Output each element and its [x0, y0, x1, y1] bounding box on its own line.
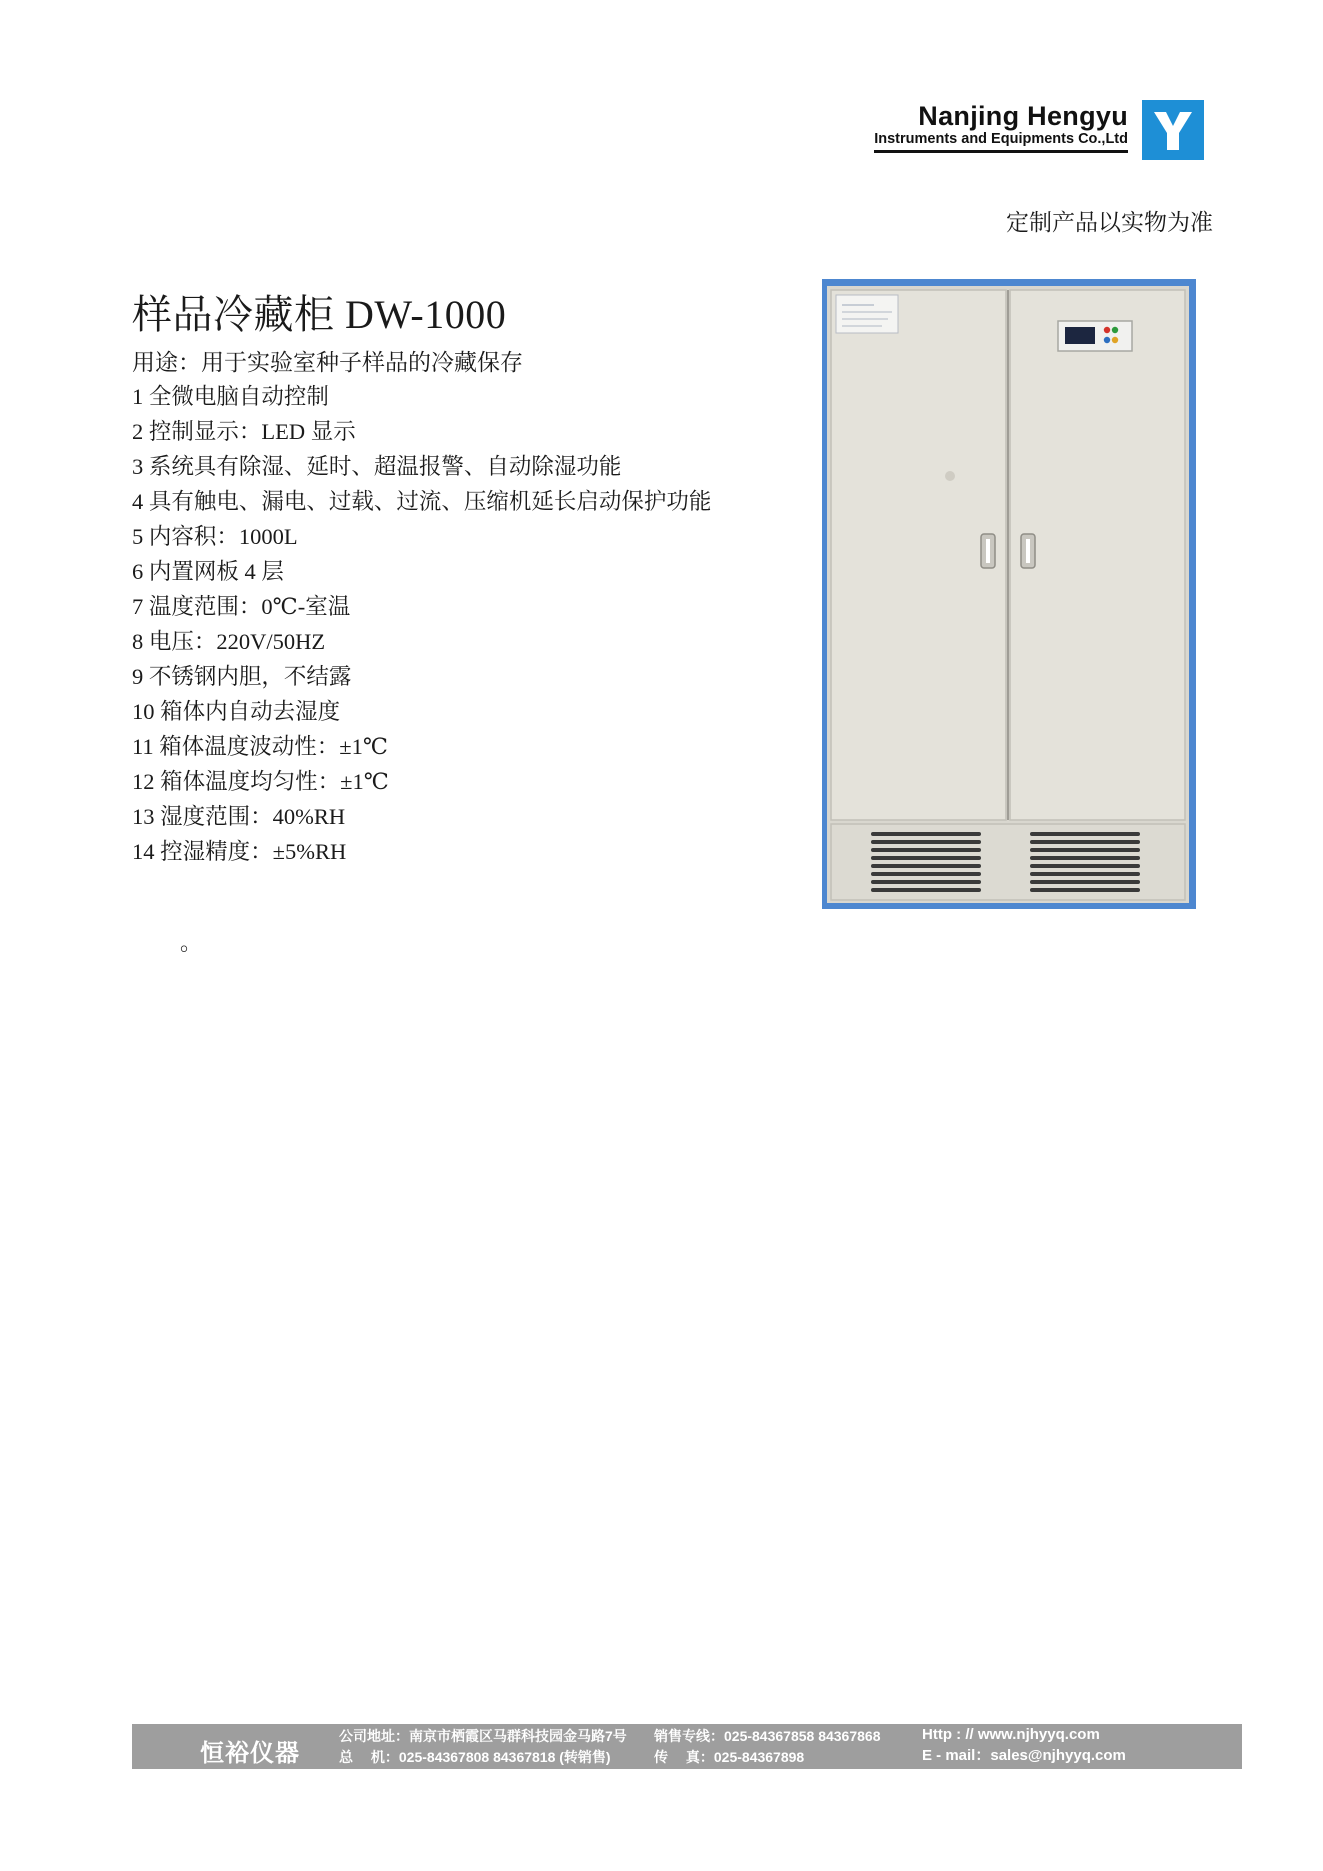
footer-email-link[interactable]: E - mail：sales@njhyyq.com [922, 1747, 1126, 1764]
footer-sales-line: 销售专线：025-84367858 84367868 [654, 1728, 881, 1744]
spec-item: 12 箱体温度均匀性：±1℃ [132, 769, 389, 794]
spec-item: 7 温度范围：0℃-室温 [132, 594, 351, 619]
spec-item: 4 具有触电、漏电、过载、过流、压缩机延长启动保护功能 [132, 489, 712, 514]
spec-item: 14 控湿精度：±5%RH [132, 839, 347, 864]
spec-item: 6 内置网板 4 层 [132, 559, 284, 584]
spec-item: 2 控制显示：LED 显示 [132, 419, 356, 444]
footer-contact-col-1 [339, 1726, 627, 1768]
footer-website-link[interactable]: Http : // www.njhyyq.com [922, 1726, 1100, 1743]
product-photo [822, 279, 1196, 909]
cabinet-illustration [822, 279, 1196, 909]
spec-item: 5 内容积：1000L [132, 524, 298, 549]
product-usage: 用途：用于实验室种子样品的冷藏保存 [132, 350, 523, 375]
footer-brand: 恒裕仪器 [200, 1740, 300, 1767]
company-logo [844, 96, 1204, 164]
spec-item: 8 电压：220V/50HZ [132, 629, 326, 654]
footer-contact-col-3 [922, 1724, 1126, 1766]
spec-list [132, 379, 711, 869]
logo-text [874, 102, 1128, 153]
spec-item: 13 湿度范围：40%RH [132, 804, 346, 829]
spec-item: 11 箱体温度波动性：±1℃ [132, 734, 389, 759]
footer-address: 公司地址：南京市栖霞区马群科技园金马路7号 [339, 1728, 627, 1744]
spec-item: 1 全微电脑自动控制 [132, 384, 329, 409]
spec-item: 9 不锈钢内胆，不结露 [132, 664, 352, 689]
logo-y-icon [1142, 100, 1204, 160]
footer-main-phone: 总 机：025-84367808 84367818 (转销售) [339, 1749, 611, 1765]
trailing-mark: 。 [180, 930, 203, 955]
footer-fax: 传 真：025-84367898 [654, 1749, 805, 1765]
product-title: 样品冷藏柜 DW-1000 [132, 292, 507, 337]
company-name: Nanjing Hengyu [918, 101, 1128, 131]
spec-item: 3 系统具有除湿、延时、超温报警、自动除湿功能 [132, 454, 622, 479]
company-subtitle: Instruments and Equipments Co.,Ltd [874, 130, 1128, 153]
footer-contact-col-2 [654, 1726, 881, 1768]
spec-item: 10 箱体内自动去湿度 [132, 699, 341, 724]
custom-product-note: 定制产品以实物为准 [1006, 210, 1213, 235]
footer-bar [132, 1724, 1242, 1769]
